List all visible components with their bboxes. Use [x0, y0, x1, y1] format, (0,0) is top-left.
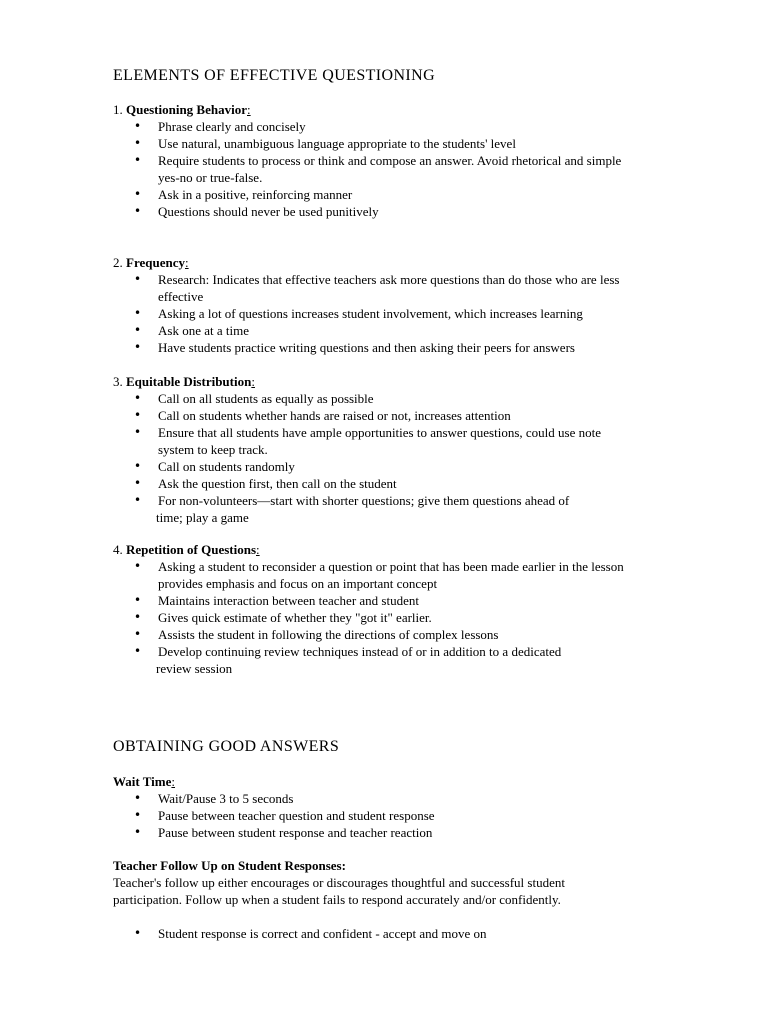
section-frequency [113, 254, 708, 356]
item-text: Require students to process or think and compose an answer. Avoid rhetorical and simple [158, 153, 622, 168]
secondary-heading: OBTAINING GOOD ANSWERS [113, 738, 340, 755]
section-wait-time [113, 773, 708, 841]
item-text: Asking a lot of questions increases student involvement, which increases learning [158, 306, 583, 321]
item-text: Ensure that all students have ample opportunities to answer questions, could use note [158, 425, 601, 440]
section-title-text: Wait Time [113, 774, 172, 789]
item-text: Develop continuing review techniques instead of or in addition to a dedicated [158, 644, 562, 659]
list-item [113, 592, 708, 609]
main-heading: ELEMENTS OF EFFECTIVE QUESTIONING [113, 67, 436, 84]
list-item [113, 925, 708, 942]
item-text-continued: system to keep track. [158, 442, 268, 457]
paragraph-line: Teacher's follow up either encourages or discourages thoughtful and successful student [113, 875, 565, 890]
section-number: 4. [113, 542, 123, 557]
list-item [113, 609, 708, 626]
bullet-list [113, 925, 708, 942]
item-text: Questions should never be used punitively [158, 204, 379, 219]
item-text: Ask the question first, then call on the student [158, 476, 397, 491]
section-number: 1. [113, 102, 123, 117]
section-colon: : [251, 374, 255, 389]
list-item [113, 790, 708, 807]
item-text: Maintains interaction between teacher and student [158, 593, 419, 608]
list-item [113, 322, 708, 339]
section-repetition-of-questions [113, 541, 708, 677]
item-text: Phrase clearly and concisely [158, 119, 306, 134]
section-colon: : [171, 774, 176, 789]
item-text-continued: provides emphasis and focus on an important concept [158, 576, 438, 591]
paragraph [113, 874, 708, 908]
bullet-list [113, 118, 708, 220]
list-item [113, 152, 708, 186]
section-number: 3. [113, 374, 123, 389]
list-item [113, 643, 708, 677]
item-text: Pause between teacher question and student response [158, 808, 435, 823]
item-text: Student response is correct and confident - accept and move on [158, 926, 487, 941]
list-item [113, 807, 708, 824]
section-colon: : [184, 255, 189, 270]
section-title-text: Equitable Distribution [126, 374, 252, 389]
list-item [113, 339, 708, 356]
section-questioning-behavior [113, 101, 708, 220]
list-item [113, 824, 708, 841]
list-item [113, 390, 708, 407]
section-title-text: Repetition of Questions [126, 542, 256, 557]
item-text-continued: time; play a game [156, 510, 249, 525]
list-item [113, 203, 708, 220]
section-title [113, 541, 708, 558]
section-title [113, 857, 708, 874]
item-text: Call on students randomly [158, 459, 295, 474]
section-title [113, 373, 708, 390]
item-text: Ask one at a time [158, 323, 249, 338]
list-item [113, 458, 708, 475]
paragraph-line: participation. Follow up when a student fails to respond accurately and/or confidently. [113, 892, 561, 907]
section-colon: : [247, 102, 251, 117]
section-title [113, 101, 708, 118]
list-item [113, 558, 708, 592]
item-text: Have students practice writing questions and then asking their peers for answers [158, 340, 575, 355]
bullet-list [113, 558, 708, 677]
bullet-list [113, 390, 708, 526]
list-item [113, 271, 708, 305]
section-number: 2. [113, 255, 123, 270]
list-item [113, 626, 708, 643]
item-text: Call on all students as equally as possible [158, 391, 374, 406]
bullet-list [113, 271, 708, 356]
section-title [113, 773, 708, 790]
item-text: For non-volunteers—start with shorter questions; give them questions ahead of [158, 493, 570, 508]
list-item [113, 492, 708, 526]
list-item [113, 305, 708, 322]
list-item [113, 424, 708, 458]
item-text: Research: Indicates that effective teachers ask more questions than do those who are less [158, 272, 620, 287]
section-equitable-distribution [113, 373, 708, 526]
bullet-list [113, 790, 708, 841]
list-item [113, 407, 708, 424]
item-text: Call on students whether hands are raised or not, increases attention [158, 408, 511, 423]
item-text: Asking a student to reconsider a question or point that has been made earlier in the lesson [158, 559, 624, 574]
item-text: Use natural, unambiguous language appropriate to the students' level [158, 136, 516, 151]
item-text: Ask in a positive, reinforcing manner [158, 187, 353, 202]
item-text: Wait/Pause 3 to 5 seconds [158, 791, 294, 806]
section-title [113, 254, 708, 271]
list-item [113, 118, 708, 135]
section-title-text: Teacher Follow Up on Student Responses: [113, 858, 346, 873]
list-item [113, 186, 708, 203]
section-colon: : [256, 542, 260, 557]
section-title-text: Frequency [126, 255, 185, 270]
item-text: Pause between student response and teacher reaction [158, 825, 433, 840]
item-text-continued: review session [156, 661, 233, 676]
section-title-text: Questioning Behavior [126, 102, 247, 117]
section-teacher-follow-up [113, 857, 708, 942]
item-text-continued: yes-no or true-false. [158, 170, 263, 185]
item-text: Gives quick estimate of whether they "got it" earlier. [158, 610, 432, 625]
list-item [113, 475, 708, 492]
item-text: Assists the student in following the directions of complex lessons [158, 627, 499, 642]
item-text-continued: effective [158, 289, 204, 304]
list-item [113, 135, 708, 152]
